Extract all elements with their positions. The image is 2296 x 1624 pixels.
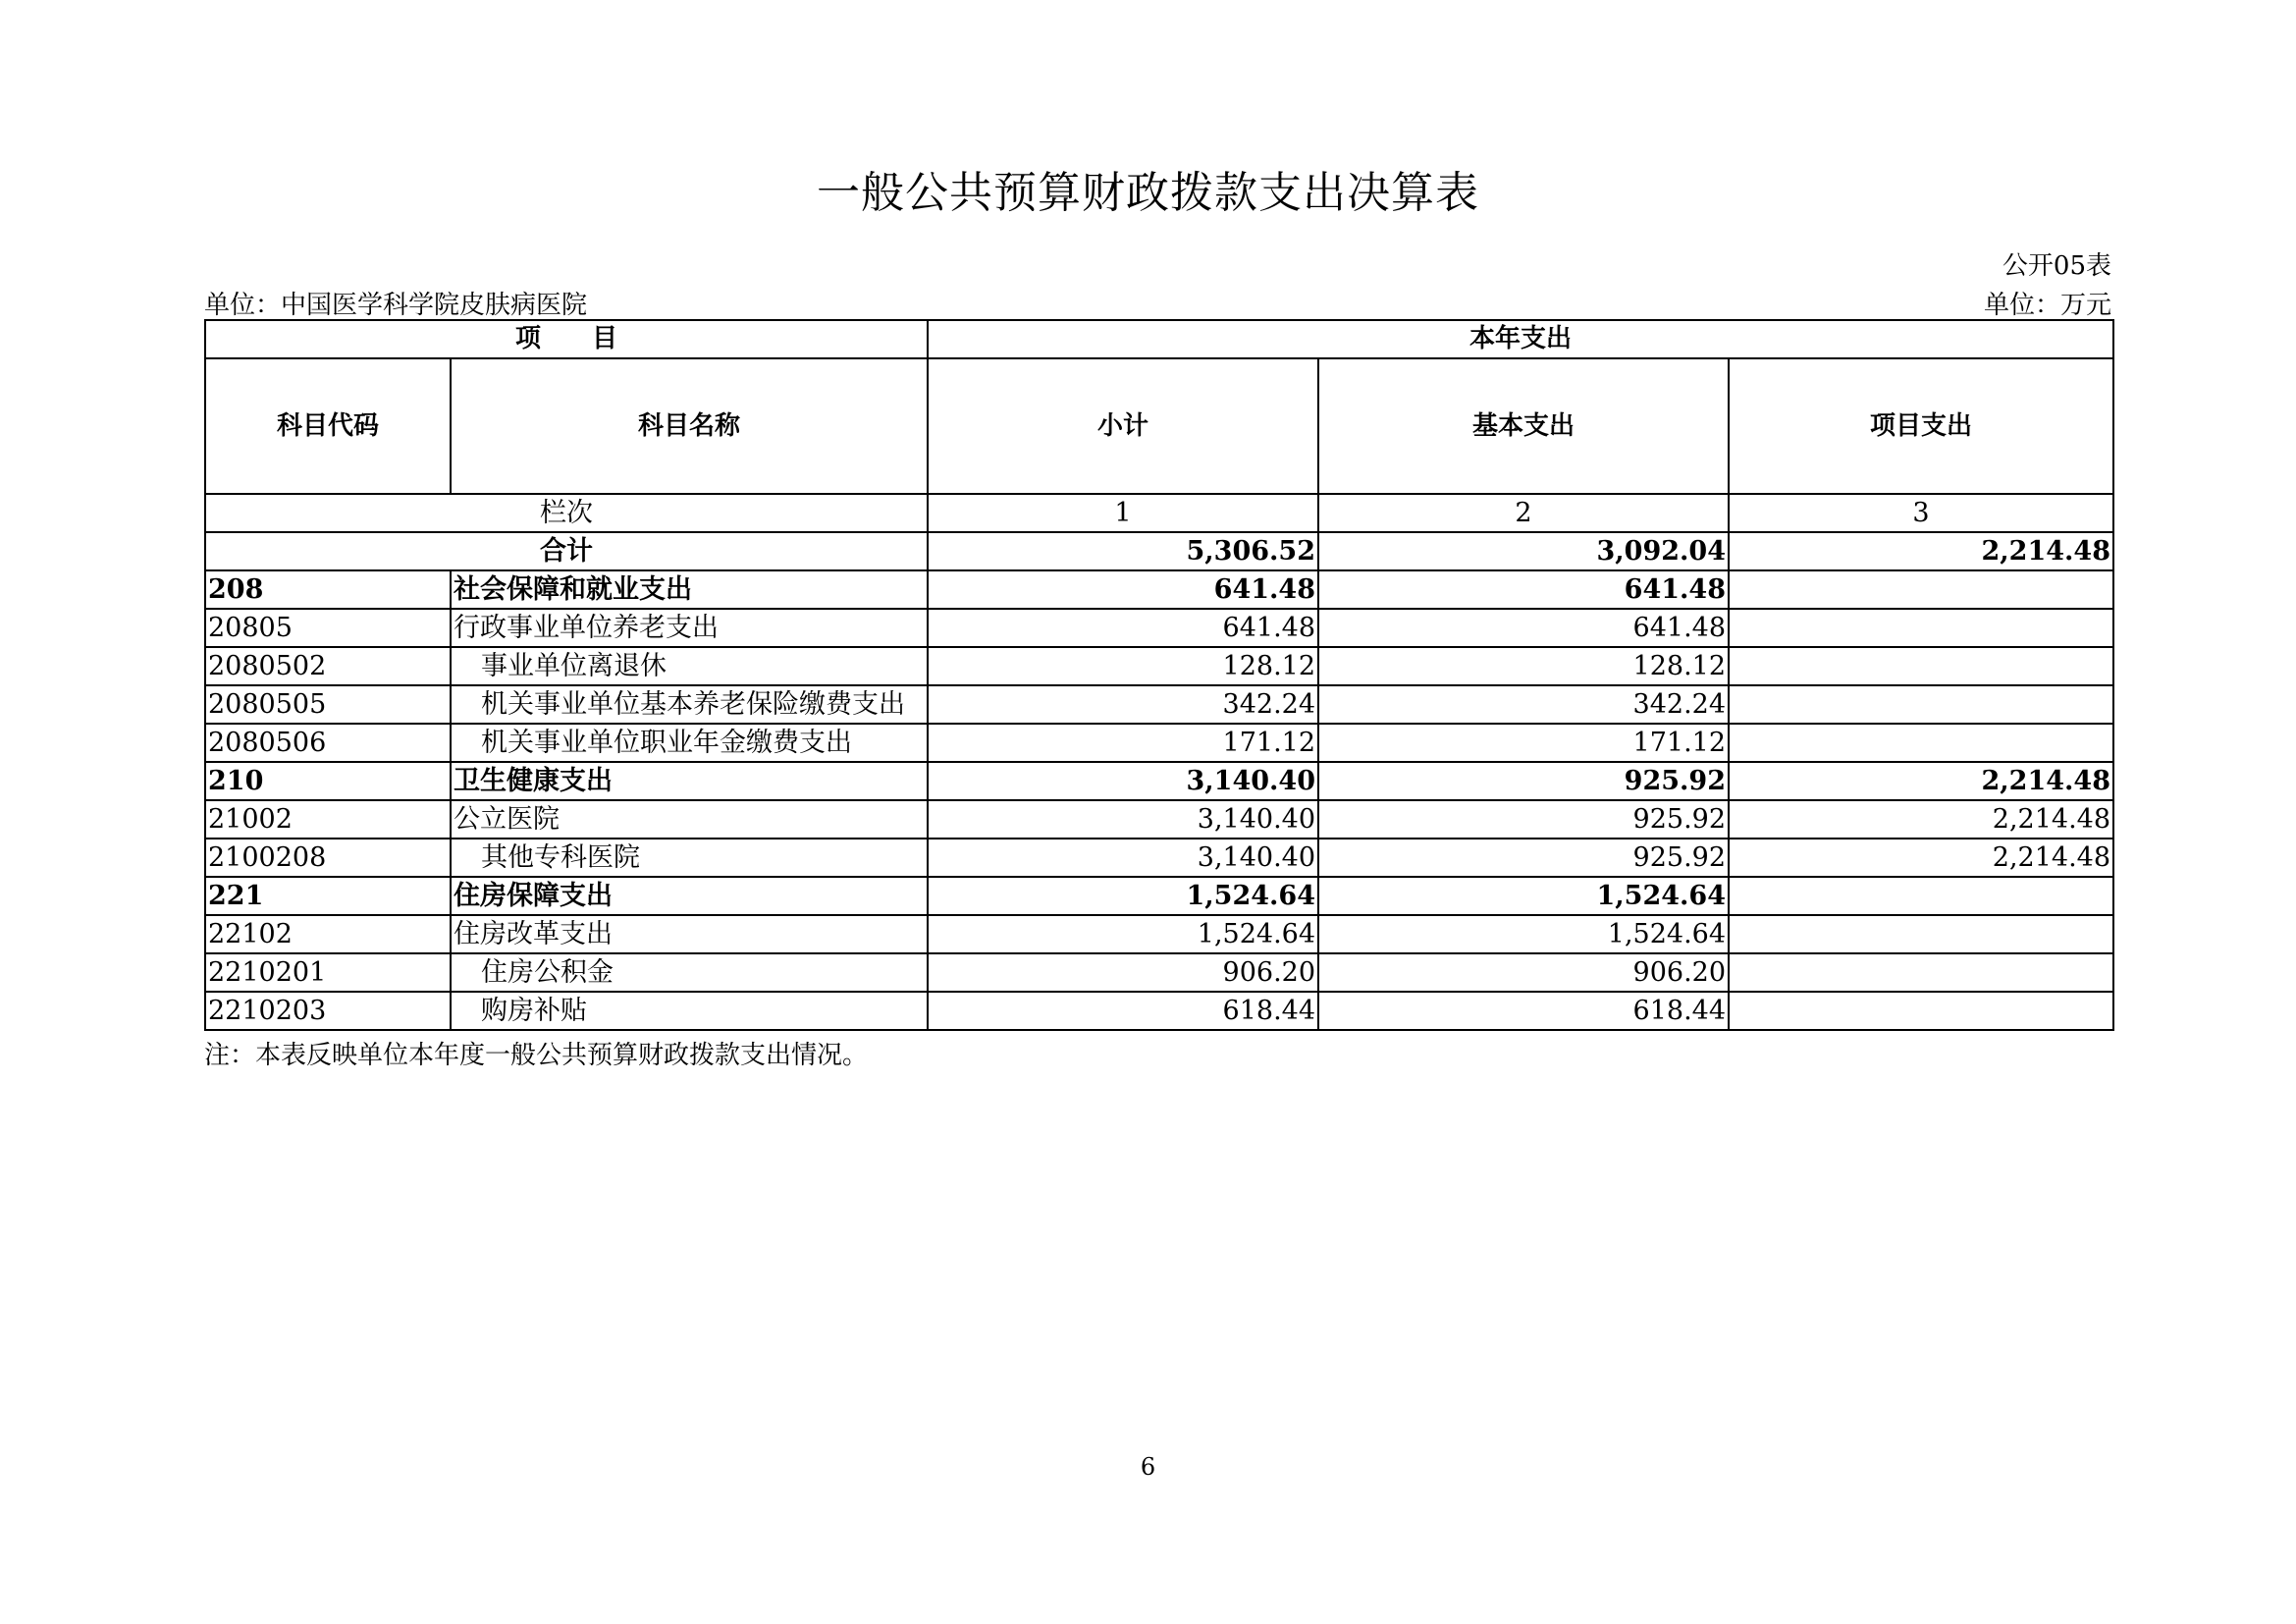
header-project: 项目支出 (1729, 358, 2113, 494)
row-name (451, 724, 928, 762)
page-number: 6 (1140, 1453, 1156, 1481)
table-row (205, 953, 2113, 992)
table-row (205, 800, 2113, 839)
table-note: 注：本表反映单位本年度一般公共预算财政拨款支出情况。 (204, 1041, 869, 1070)
row-basic: 641.48 (1318, 609, 1729, 647)
total-row (205, 532, 2113, 570)
header-item-group: 项 目 (205, 320, 928, 358)
row-basic: 641.48 (1318, 570, 1729, 609)
row-basic: 128.12 (1318, 647, 1729, 685)
column-index-3: 3 (1729, 494, 2113, 532)
table-row (205, 647, 2113, 685)
row-basic: 171.12 (1318, 724, 1729, 762)
row-project (1729, 877, 2113, 915)
row-subtotal: 641.48 (928, 609, 1318, 647)
total-basic: 3,092.04 (1318, 532, 1729, 570)
row-name (451, 685, 928, 724)
row-project: 2,214.48 (1729, 762, 2113, 800)
table-row (205, 762, 2113, 800)
row-basic: 1,524.64 (1318, 915, 1729, 953)
row-basic: 906.20 (1318, 953, 1729, 992)
row-code: 22102 (205, 915, 451, 953)
row-name: 住房改革支出 (451, 915, 928, 953)
row-subtotal: 342.24 (928, 685, 1318, 724)
row-subtotal: 3,140.40 (928, 762, 1318, 800)
header-year-group: 本年支出 (928, 320, 2113, 358)
row-project (1729, 915, 2113, 953)
row-subtotal: 3,140.40 (928, 839, 1318, 877)
row-project (1729, 724, 2113, 762)
unit-currency: 单位：万元 (1983, 291, 2111, 320)
table-row (205, 839, 2113, 877)
row-subtotal: 128.12 (928, 647, 1318, 685)
row-subtotal: 641.48 (928, 570, 1318, 609)
row-code: 208 (205, 570, 451, 609)
row-basic: 925.92 (1318, 839, 1729, 877)
header-name: 科目名称 (451, 358, 928, 494)
row-project: 2,214.48 (1729, 800, 2113, 839)
row-basic: 925.92 (1318, 762, 1729, 800)
row-subtotal: 1,524.64 (928, 877, 1318, 915)
row-code: 210 (205, 762, 451, 800)
table-row (205, 915, 2113, 953)
row-name-text: 其他专科医院 (481, 842, 640, 873)
row-subtotal: 906.20 (928, 953, 1318, 992)
header-basic: 基本支出 (1318, 358, 1729, 494)
budget-table (204, 319, 2114, 1031)
row-subtotal: 3,140.40 (928, 800, 1318, 839)
total-label: 合计 (205, 532, 928, 570)
row-code: 2080505 (205, 685, 451, 724)
row-name-text: 购房补贴 (481, 996, 587, 1026)
form-number: 公开05表 (2002, 251, 2111, 281)
row-code: 2080502 (205, 647, 451, 685)
row-name: 卫生健康支出 (451, 762, 928, 800)
table-row (205, 724, 2113, 762)
row-basic: 342.24 (1318, 685, 1729, 724)
table-row (205, 685, 2113, 724)
table-row (205, 992, 2113, 1030)
unit-organization: 单位：中国医学科学院皮肤病医院 (204, 291, 588, 320)
row-project (1729, 685, 2113, 724)
page-title: 一般公共预算财政拨款支出决算表 (817, 168, 1479, 218)
row-basic: 618.44 (1318, 992, 1729, 1030)
row-name (451, 839, 928, 877)
row-subtotal: 618.44 (928, 992, 1318, 1030)
row-project: 2,214.48 (1729, 839, 2113, 877)
row-name (451, 647, 928, 685)
row-name-text: 住房公积金 (481, 957, 614, 988)
row-code: 20805 (205, 609, 451, 647)
row-code: 2210203 (205, 992, 451, 1030)
row-name: 社会保障和就业支出 (451, 570, 928, 609)
column-index-row (205, 494, 2113, 532)
total-subtotal: 5,306.52 (928, 532, 1318, 570)
column-index-1: 1 (928, 494, 1318, 532)
row-basic: 1,524.64 (1318, 877, 1729, 915)
row-project (1729, 609, 2113, 647)
column-index-2: 2 (1318, 494, 1729, 532)
row-code: 21002 (205, 800, 451, 839)
row-name: 住房保障支出 (451, 877, 928, 915)
row-code: 221 (205, 877, 451, 915)
row-project (1729, 647, 2113, 685)
row-subtotal: 171.12 (928, 724, 1318, 762)
total-project: 2,214.48 (1729, 532, 2113, 570)
row-name-text: 机关事业单位职业年金缴费支出 (481, 728, 852, 758)
row-project (1729, 992, 2113, 1030)
row-basic: 925.92 (1318, 800, 1729, 839)
row-project (1729, 570, 2113, 609)
row-name: 行政事业单位养老支出 (451, 609, 928, 647)
row-code: 2100208 (205, 839, 451, 877)
row-name-text: 机关事业单位基本养老保险缴费支出 (481, 689, 905, 720)
table-row (205, 609, 2113, 647)
row-code: 2210201 (205, 953, 451, 992)
row-project (1729, 953, 2113, 992)
column-index-label: 栏次 (205, 494, 928, 532)
row-code: 2080506 (205, 724, 451, 762)
header-subtotal: 小计 (928, 358, 1318, 494)
row-name (451, 953, 928, 992)
row-subtotal: 1,524.64 (928, 915, 1318, 953)
table-row (205, 570, 2113, 609)
row-name (451, 992, 928, 1030)
row-name-text: 事业单位离退休 (481, 651, 667, 681)
header-code: 科目代码 (205, 358, 451, 494)
table-row (205, 877, 2113, 915)
row-name: 公立医院 (451, 800, 928, 839)
